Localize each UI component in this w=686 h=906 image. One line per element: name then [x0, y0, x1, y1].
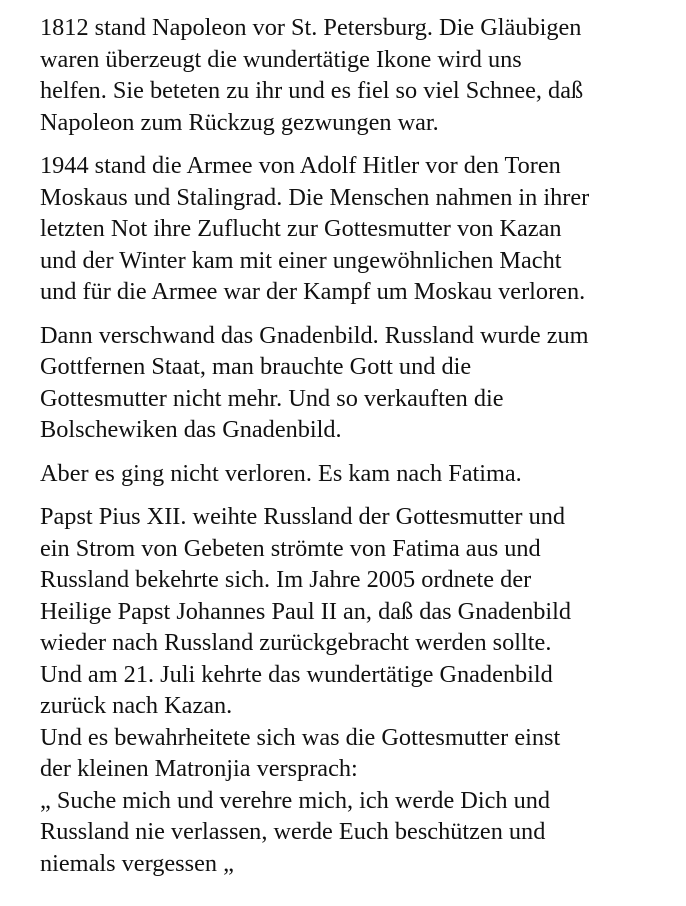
- text-line: und für die Armee war der Kampf um Moskau verloren.: [40, 278, 586, 305]
- text-line: Bolschewiken das Gnadenbild.: [40, 416, 342, 443]
- text-line: und der Winter kam mit einer ungewöhnlichen Macht: [40, 246, 562, 274]
- text-line: zurück nach Kazan.: [40, 692, 233, 719]
- text-line: der kleinen Matronjia versprach:: [40, 755, 358, 782]
- text-line: Aber es ging nicht verloren. Es kam nach Fatima.: [40, 459, 522, 487]
- paragraph-napoleon: [40, 12, 670, 138]
- text-line: wieder nach Russland zurückgebracht werden sollte.: [40, 629, 552, 656]
- text-line: ein Strom von Gebeten strömte von Fatima aus und: [40, 534, 541, 562]
- paragraph-return: [40, 501, 670, 879]
- text-line: Gottfernen Staat, man brauchte Gott und die: [40, 353, 472, 380]
- text-line: waren überzeugt die wundertätige Ikone wird uns: [40, 45, 522, 73]
- text-line: 1944 stand die Armee von Adolf Hitler vor den Toren: [40, 152, 561, 179]
- quote-line: niemals vergessen „: [40, 849, 234, 877]
- paragraph-disappearance: [40, 320, 670, 446]
- quote-line: Russland nie verlassen, werde Euch beschützen und: [40, 818, 546, 845]
- text-line: Dann verschwand das Gnadenbild. Russland wurde zum: [40, 321, 589, 349]
- text-line: Moskaus und Stalingrad. Die Menschen nahmen in ihrer: [40, 183, 590, 211]
- text-line: 1812 stand Napoleon vor St. Petersburg. Die Gläubigen: [40, 14, 582, 41]
- text-line: Und am 21. Juli kehrte das wundertätige Gnadenbild: [40, 660, 553, 688]
- paragraph-1944: [40, 150, 670, 308]
- text-line: Russland bekehrte sich. Im Jahre 2005 ordnete der: [40, 566, 532, 593]
- text-line: Heilige Papst Johannes Paul II an, daß das Gnadenbild: [40, 597, 572, 625]
- text-line: helfen. Sie beteten zu ihr und es fiel so viel Schnee, daß: [40, 77, 584, 104]
- text-line: Gottesmutter nicht mehr. Und so verkauften die: [40, 384, 504, 412]
- text-line: Papst Pius XII. weihte Russland der Gottesmutter und: [40, 503, 566, 530]
- document-body: [40, 12, 670, 879]
- text-line: letzten Not ihre Zuflucht zur Gottesmutter von Kazan: [40, 215, 562, 242]
- text-line: Napoleon zum Rückzug gezwungen war.: [40, 108, 439, 136]
- text-line: Und es bewahrheitete sich was die Gottesmutter einst: [40, 723, 561, 751]
- quote-line: „ Suche mich und verehre mich, ich werde Dich und: [40, 786, 551, 814]
- paragraph-fatima: [40, 458, 670, 490]
